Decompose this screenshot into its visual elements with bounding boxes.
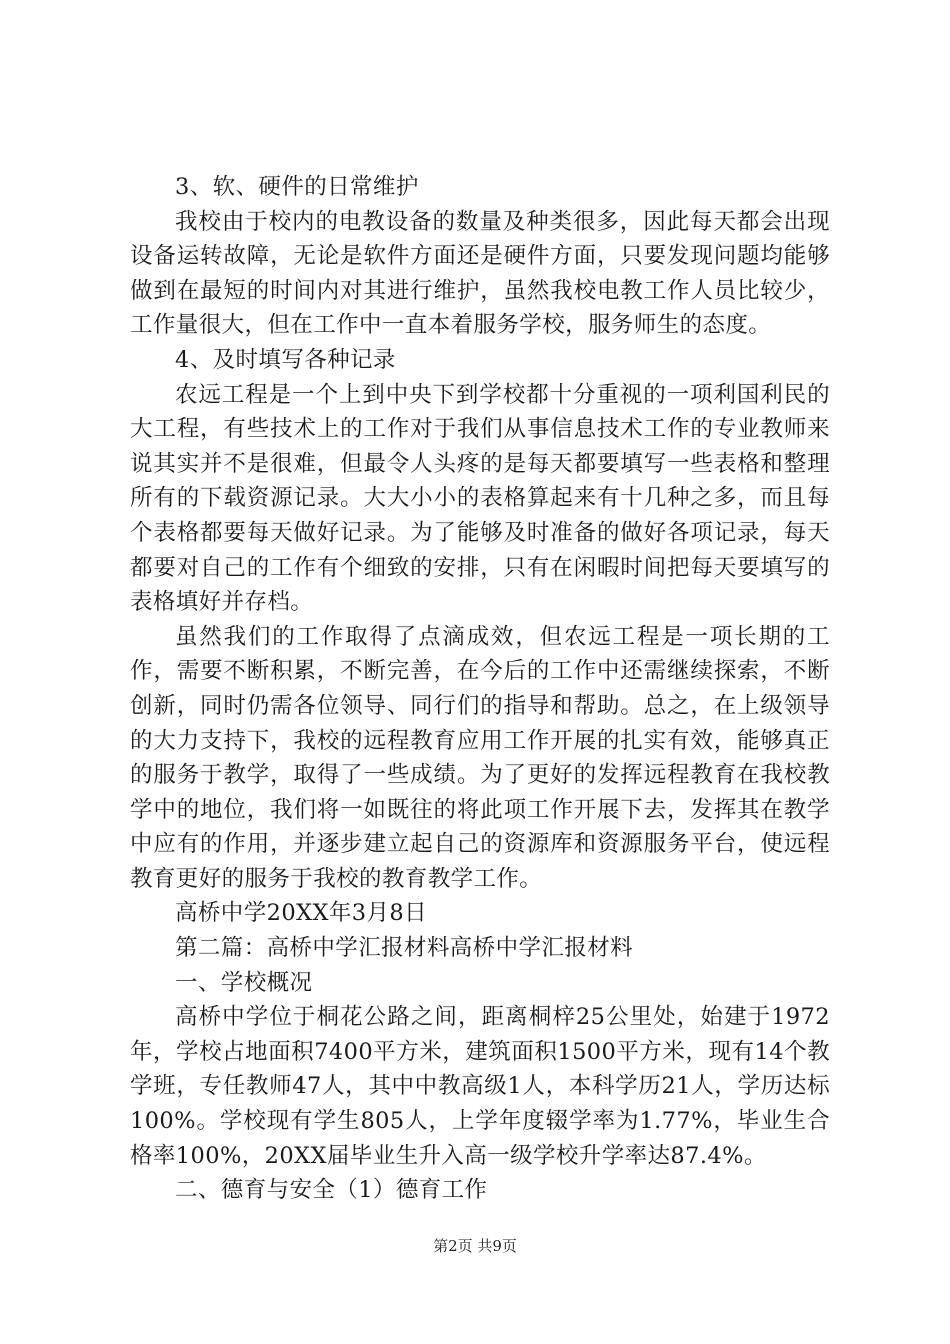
section-heading-records: 4、及时填写各种记录 — [175, 346, 396, 373]
paragraph-maintenance: 我校由于校内的电教设备的数量及种类很多，因此每天都会出现设备运转故障，无论是软件方面还是硬件方面，只要发现问题均能够做到在最短的时间内对其进行维护，虽然我校电教工作人员比较少，工作量很大，但在工作中一直本着服务学校，服务师生的态度。 — [130, 208, 830, 339]
signature-date: 高桥中学20XX年3月8日 — [175, 900, 427, 927]
section-heading-moral-safety: 二、德育与安全（1）德育工作 — [175, 1177, 488, 1204]
section-heading-maintenance: 3、软、硬件的日常维护 — [175, 174, 419, 200]
paragraph-summary: 虽然我们的工作取得了点滴成效，但农远工程是一项长期的工作，需要不断积累，不断完善，在今后的工作中还需继续探索，不断创新，同时仍需各位领导、同行们的指导和帮助。总之，在上级领导的大力支持下，我校的远程教育应用工作开展的扎实有效，能够真正的服务于教学，取得了一些成绩。为了更好的发挥远程教育在我校教学中的地位，我们将一如既往的将此项工作开展下去，发挥其在教学中应有的作用，并逐步建立起自己的资源库和资源服务平台，使远程教育更好的服务于我校的教育教学工作。 — [130, 623, 830, 892]
chapter-title: 第二篇：高桥中学汇报材料高桥中学汇报材料 — [175, 935, 634, 962]
page-number-footer: 第2页 共9页 — [433, 1237, 517, 1255]
paragraph-overview: 高桥中学位于桐花公路之间，距离桐梓25公里处，始建于1972年，学校占地面积7400平方米，建筑面积1500平方米，现有14个教学班，专任教师47人，其中中教高级1人，本科学历21人，学历达标100%。学校现有学生805人，上学年度辍学率为1.77%，毕业生合格率100%，20XX届毕业生升入高一级学校升学率达87.4%。 — [130, 1004, 830, 1169]
document-body — [130, 170, 830, 1208]
paragraph-records: 农远工程是一个上到中央下到学校都十分重视的一项利国利民的大工程，有些技术上的工作对于我们从事信息技术工作的专业教师来说其实并不是很难，但最令人头疼的是每天都要填写一些表格和整理所有的下载资源记录。大大小小的表格算起来有十几种之多，而且每个表格都要每天做好记录。为了能够及时准备的做好各项记录，每天都要对自己的工作有个细致的安排，只有在闲暇时间把每天要填写的表格填好并存档。 — [130, 381, 830, 616]
section-heading-overview: 一、学校概况 — [175, 969, 313, 996]
